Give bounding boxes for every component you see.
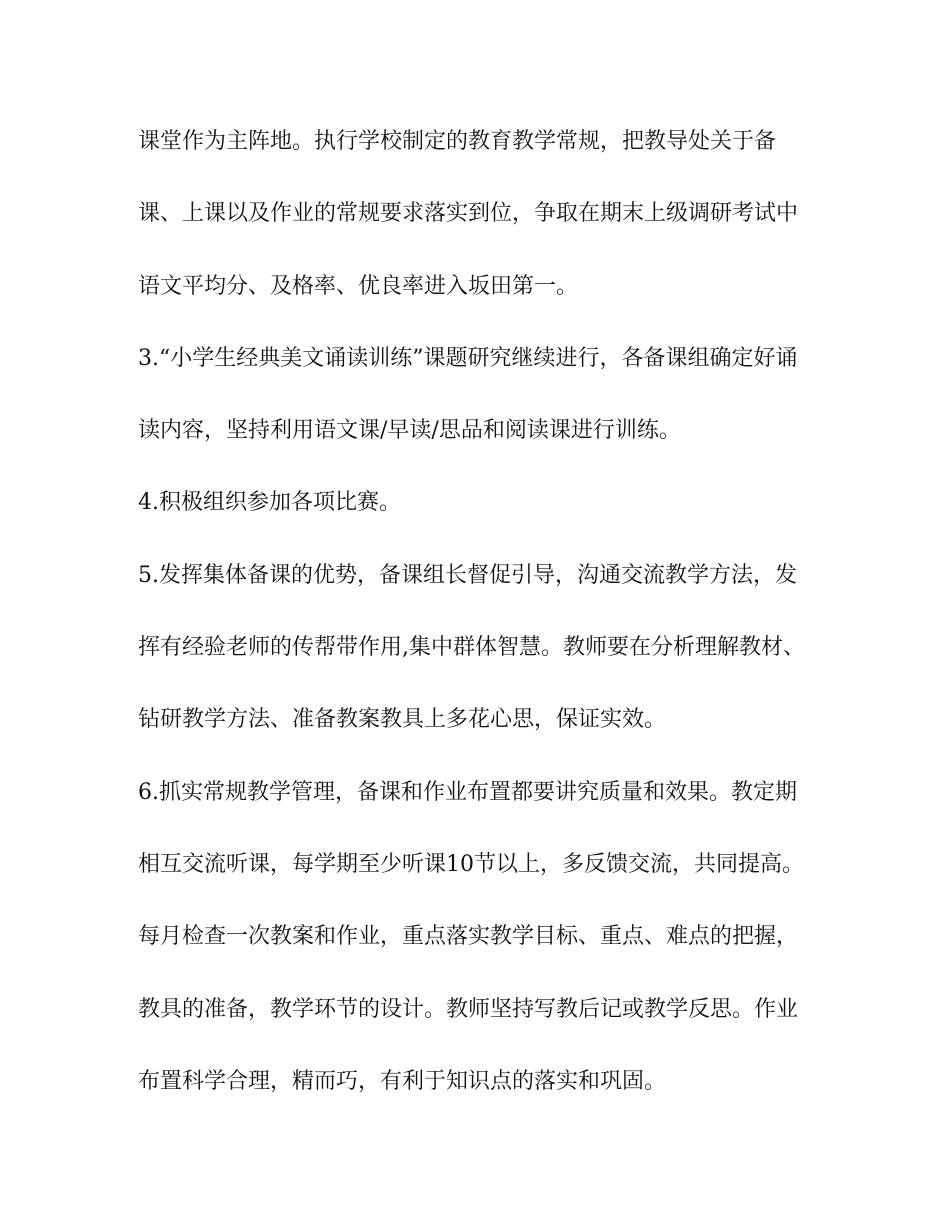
text-line: 教具的准备，教学环节的设计。教师坚持写教后记或教学反思。作业	[138, 996, 799, 1022]
text-line: 5.发挥集体备课的优势，备课组长督促引导，沟通交流教学方法，发	[138, 562, 797, 588]
text-line: 每月检查一次教案和作业，重点落实教学目标、重点、难点的把握，	[138, 924, 799, 950]
text-line: 语文平均分、及格率、优良率进入坂田第一。	[138, 273, 579, 299]
text-line: 课堂作为主阵地。执行学校制定的教育教学常规，把教导处关于备	[138, 129, 777, 154]
text-line: 4.积极组织参加各项比赛。	[138, 490, 401, 516]
text-line: 3.“小学生经典美文诵读训练”课题研究继续进行，各备课组确定好诵	[138, 345, 798, 371]
document-body	[138, 122, 818, 1134]
text-line: 布置科学合理，精而巧，有利于知识点的落实和巩固。	[138, 1068, 667, 1094]
text-line: 钻研教学方法、准备教案教具上多花心思，保证实效。	[138, 707, 667, 733]
text-line: 相互交流听课，每学期至少听课10节以上，多反馈交流，共同提高。	[138, 851, 804, 877]
text-line: 课、上课以及作业的常规要求落实到位，争取在期末上级调研考试中	[138, 201, 799, 227]
text-line: 读内容，坚持利用语文课/早读/思品和阅读课进行训练。	[138, 418, 681, 444]
text-line: 6.抓实常规教学管理，备课和作业布置都要讲究质量和效果。教定期	[138, 779, 797, 805]
text-line: 挥有经验老师的传帮带作用,集中群体智慧。教师要在分析理解教材、	[138, 635, 805, 661]
